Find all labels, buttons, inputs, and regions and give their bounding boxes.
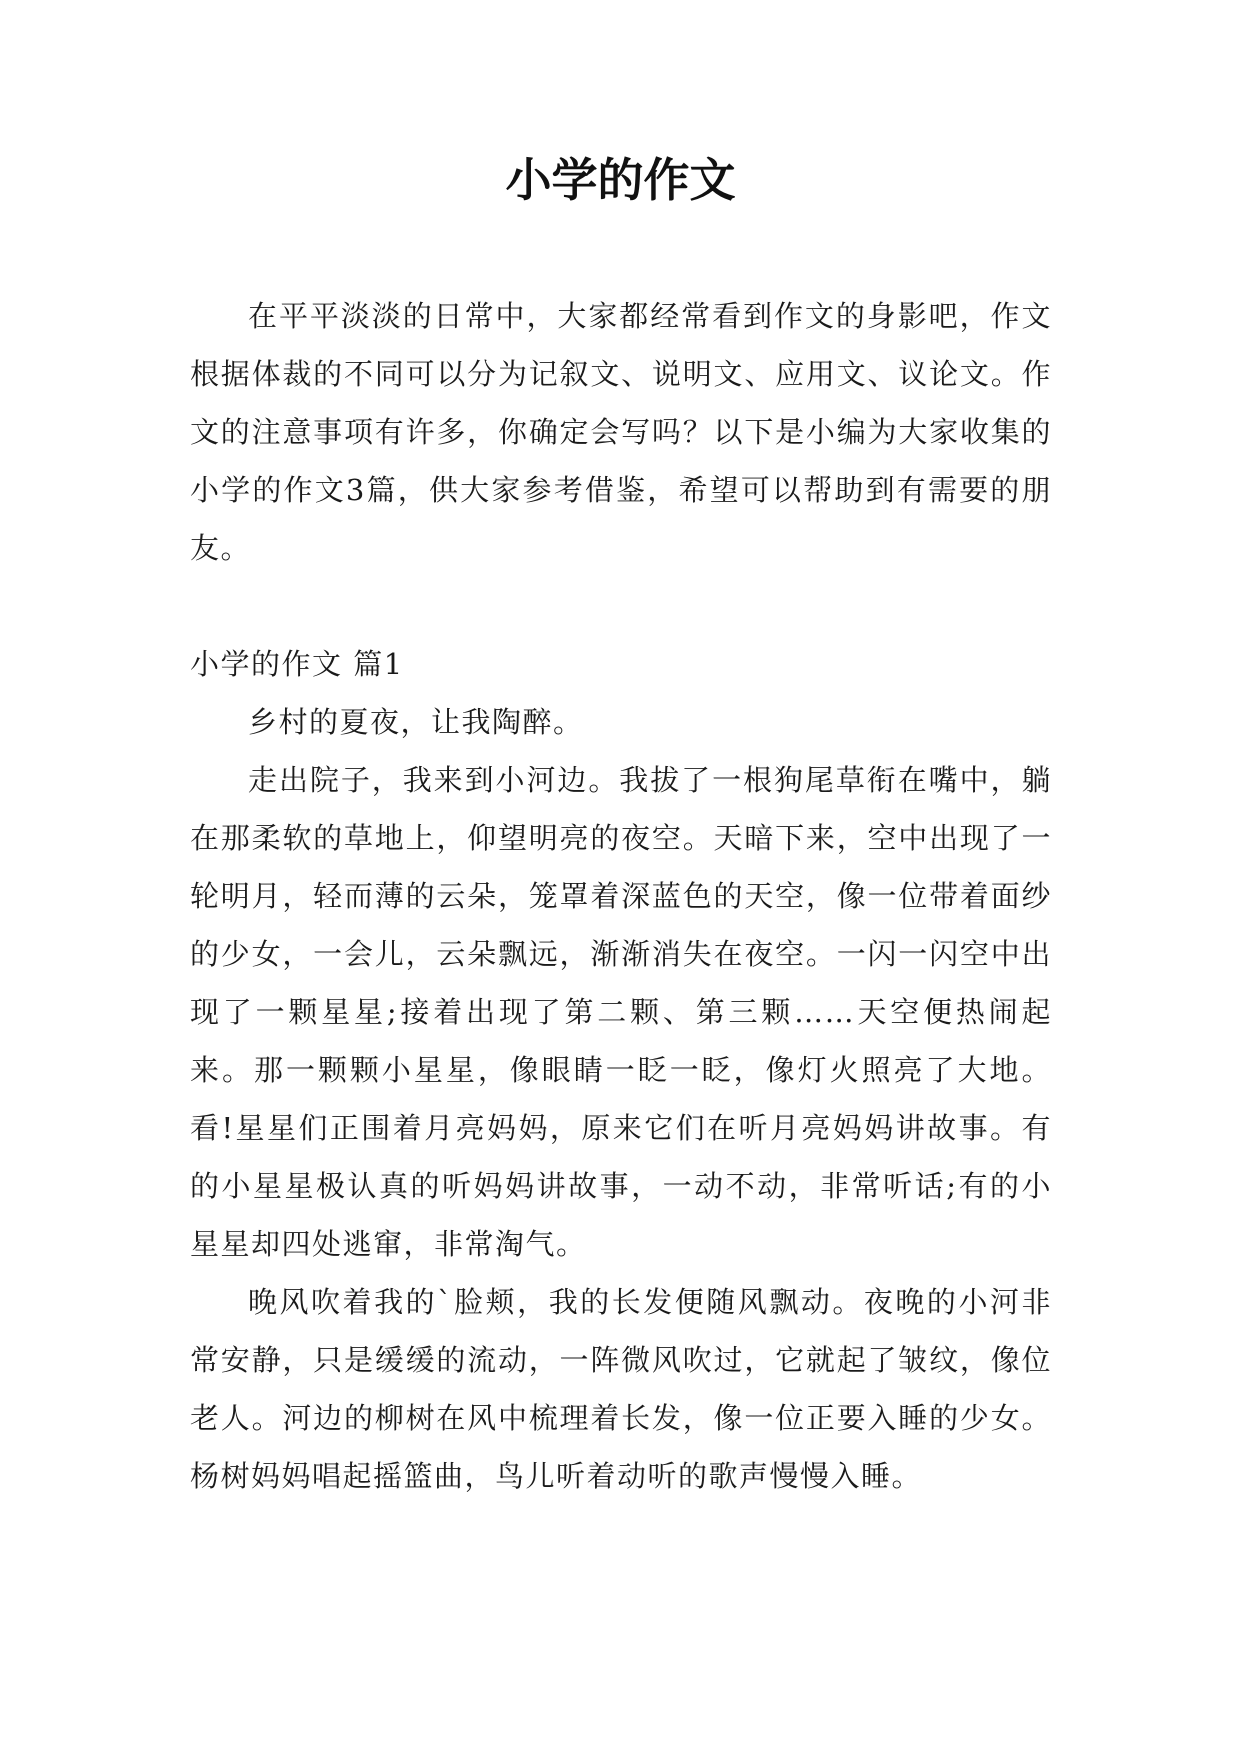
- intro-paragraph: 在平平淡淡的日常中，大家都经常看到作文的身影吧，作文根据体裁的不同可以分为记叙文、说明文、应用文、议论文。作文的注意事项有许多，你确定会写吗？以下是小编为大家收集的小学的作文3篇，供大家参考借鉴，希望可以帮助到有需要的朋友。: [190, 299, 1052, 565]
- section-heading: 小学的作文 篇1: [190, 647, 404, 681]
- document-title: 小学的作文: [505, 153, 736, 207]
- section-spacer: [190, 577, 1052, 635]
- body-paragraph-2: 走出院子，我来到小河边。我拔了一根狗尾草衔在嘴中，躺在那柔软的草地上，仰望明亮的夜空。天暗下来，空中出现了一轮明月，轻而薄的云朵，笼罩着深蓝色的天空，像一位带着面纱的少女，一会儿，云朵飘远，渐渐消失在夜空。一闪一闪空中出现了一颗星星;接着出现了第二颗、第三颗……天空便热闹起来。那一颗颗小星星，像眼睛一眨一眨，像灯火照亮了大地。看!星星们正围着月亮妈妈，原来它们在听月亮妈妈讲故事。有的小星星极认真的听妈妈讲故事，一动不动，非常听话;有的小星星却四处逃窜，非常淘气。: [190, 763, 1052, 1261]
- body-paragraph-3: 晚风吹着我的`脸颊，我的长发便随风飘动。夜晚的小河非常安静，只是缓缓的流动，一阵微风吹过，它就起了皱纹，像位老人。河边的柳树在风中梳理着长发，像一位正要入睡的少女。杨树妈妈唱起摇篮曲，鸟儿听着动听的歌声慢慢入睡。: [190, 1285, 1052, 1493]
- body-paragraph-1: 乡村的夏夜，让我陶醉。: [248, 705, 584, 739]
- document-body: [190, 287, 1052, 1505]
